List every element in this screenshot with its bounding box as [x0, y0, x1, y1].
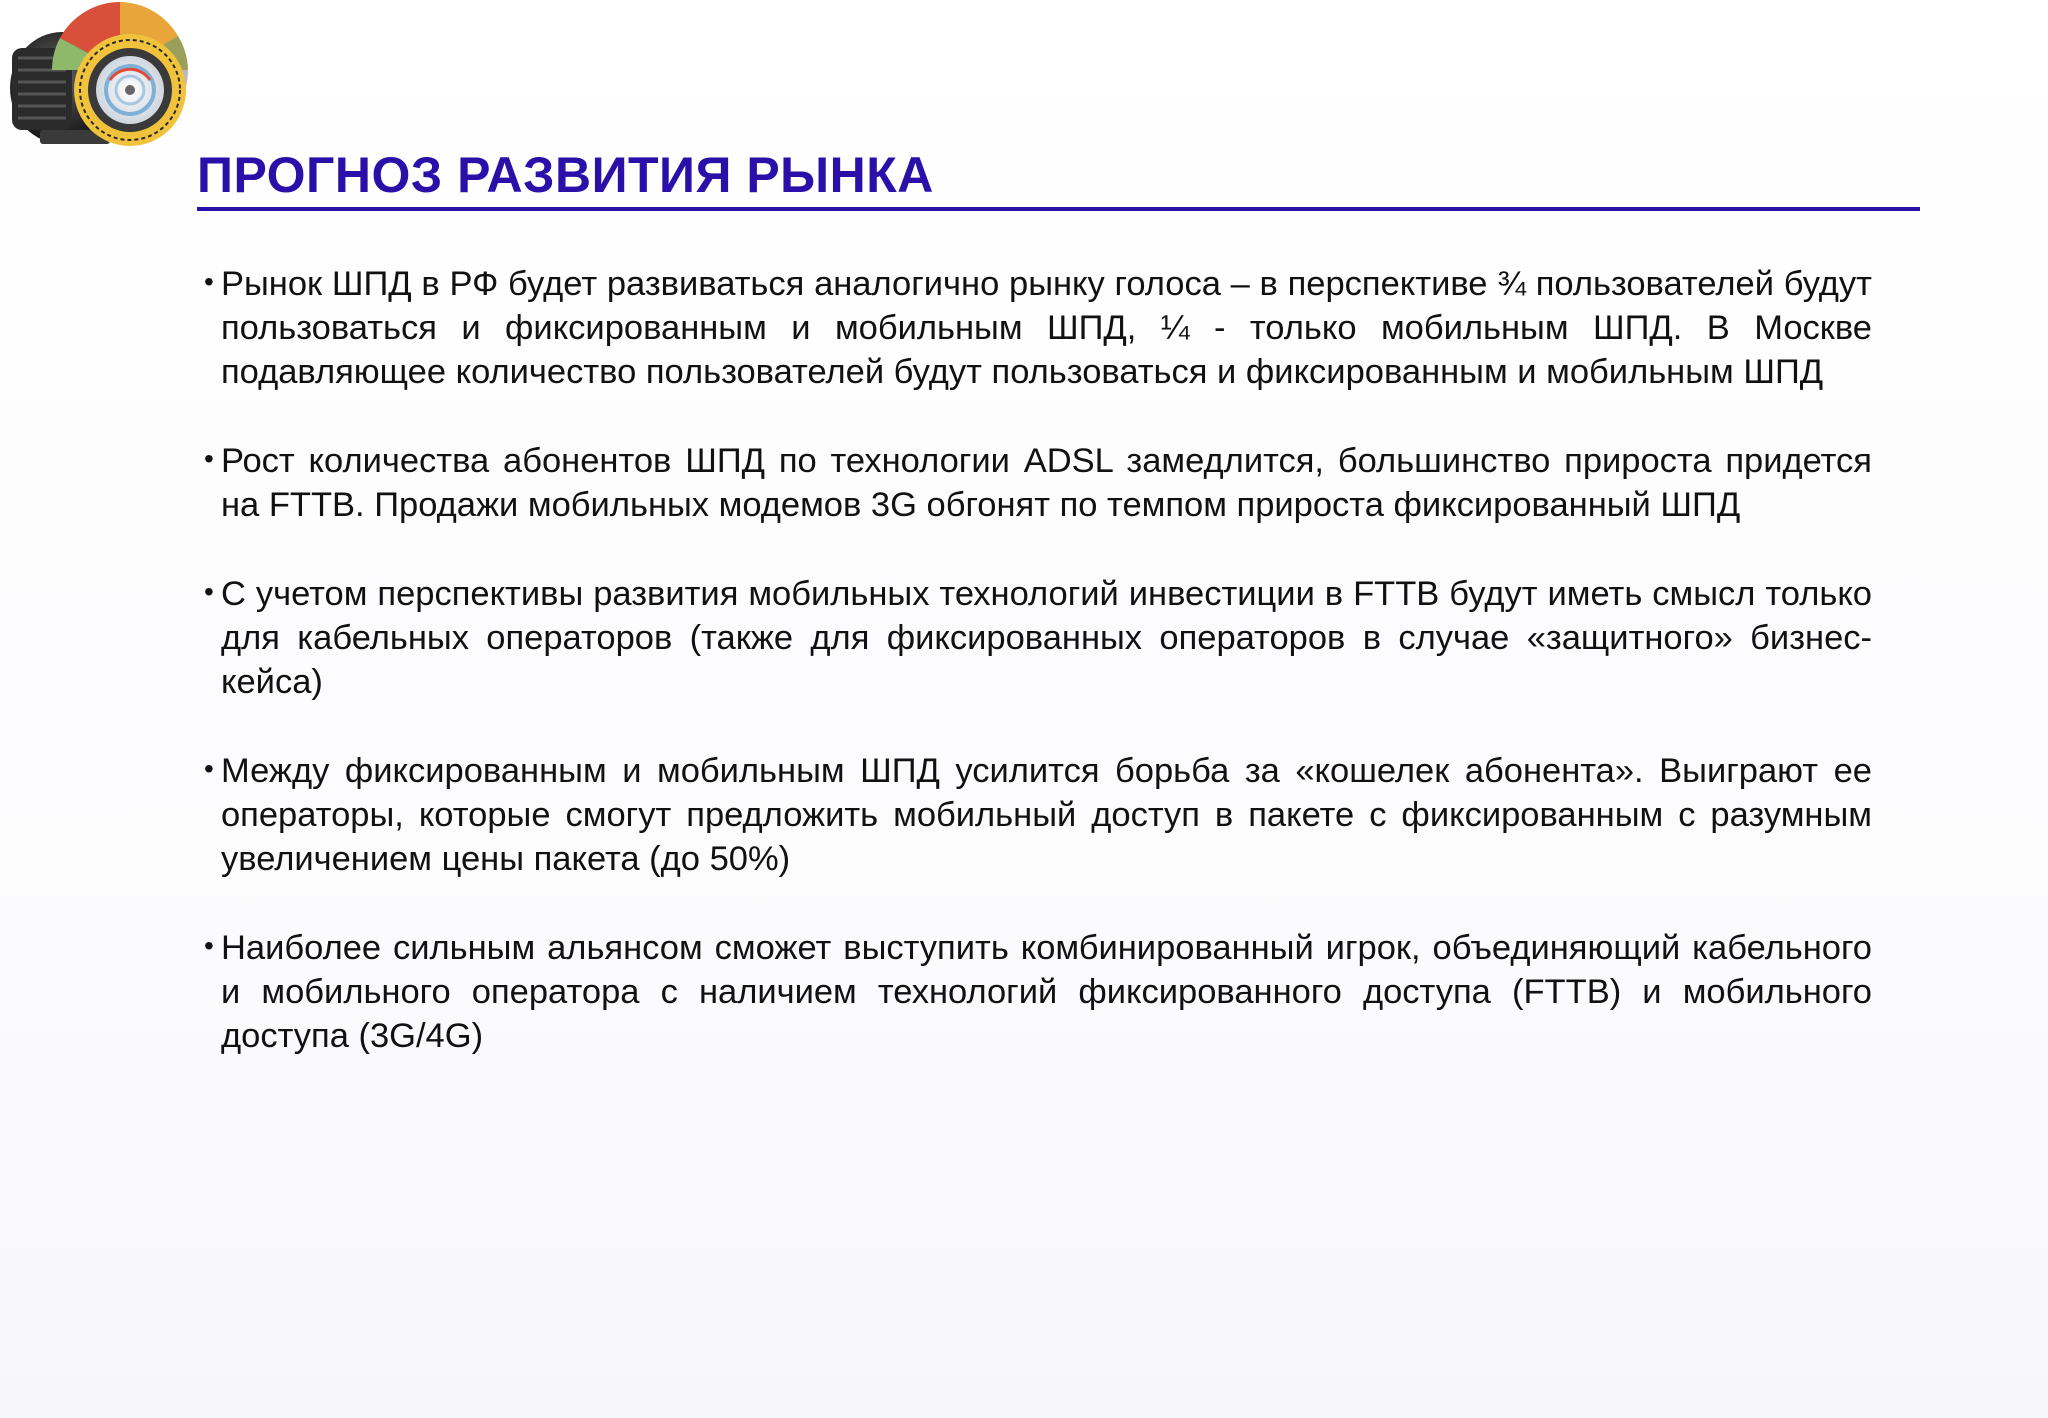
- list-item: [197, 572, 1872, 704]
- bullet-text: Наиболее сильным альянсом сможет выступить комбинированный игрок, объединяющий кабельного и мобильного оператора с наличием технологий фиксированного доступа (FTTB) и мобильного доступа (3G/4G): [221, 929, 1872, 1055]
- bullet-icon: •: [204, 753, 214, 784]
- bullet-icon: •: [204, 443, 214, 474]
- bullet-list: [197, 262, 1872, 1103]
- bullet-icon: •: [204, 266, 214, 297]
- page-title: ПРОГНОЗ РАЗВИТИЯ РЫНКА: [197, 147, 934, 203]
- bullet-icon: •: [204, 576, 214, 607]
- motor-wheel-logo-icon: [0, 0, 200, 155]
- bullet-icon: •: [204, 930, 214, 961]
- list-item: [197, 749, 1872, 881]
- title-divider: [197, 207, 1920, 211]
- bullet-text: С учетом перспективы развития мобильных технологий инвестиции в FTTB будут иметь смысл только для кабельных операторов (также для фиксированных операторов в случае «защитного» бизнес-кейса): [221, 575, 1872, 701]
- bullet-text: Рост количества абонентов ШПД по технологии ADSL замедлится, большинство прироста придется на FTTB. Продажи мобильных модемов 3G обгонят по темпом прироста фиксированный ШПД: [221, 442, 1872, 524]
- bullet-text: Рынок ШПД в РФ будет развиваться аналогично рынку голоса – в перспективе ¾ пользователей будут пользоваться и фиксированным и мобильным ШПД, ¼ - только мобильным ШПД. В Москве подавляющее количество пользователей будут пользоваться и фиксированным и мобильным ШПД: [221, 265, 1872, 391]
- list-item: [197, 262, 1872, 394]
- list-item: [197, 439, 1872, 527]
- list-item: [197, 926, 1872, 1058]
- bullet-text: Между фиксированным и мобильным ШПД усилится борьба за «кошелек абонента». Выиграют ее операторы, которые смогут предложить мобильный доступ в пакете с фиксированным с разумным увеличением цены пакета (до 50%): [221, 752, 1872, 878]
